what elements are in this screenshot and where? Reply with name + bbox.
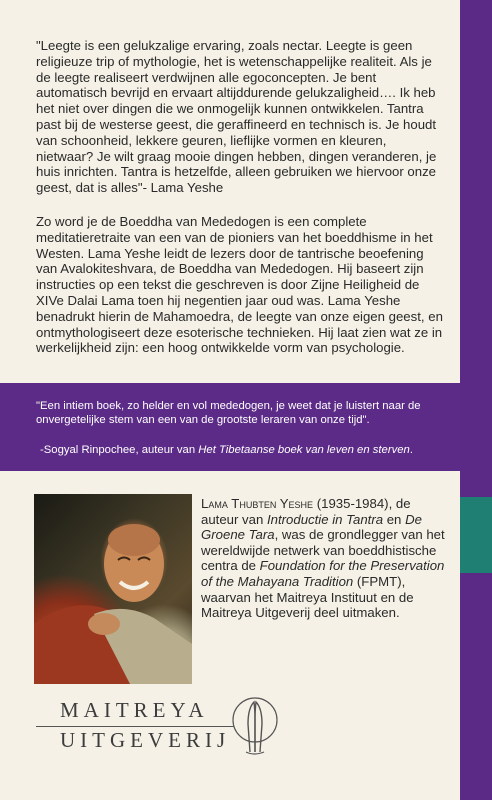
testimonial-end: .	[409, 444, 413, 456]
praying-hands-icon	[228, 690, 282, 760]
lama-yeshe-quote: "Leegte is een gelukzalige ervaring, zoals nectar. Leegte is geen religieuze trip of mythologie, het is wetenschappelijke realiteit. Als je de leegte realiseert verdwijnen alle egoconcepten. Je bent automatisch bevrijd en ervaart altijddurende gelukzaligheid…. Ik heb het niet over dingen die we onmogelijk kunnen ontwikkelen. Tantra past bij de westerse geest, die geraffineerd en technisch is. Je houdt van schoonheid, lekkere geuren, lieflijke vormen en kleuren, nietwaar? Je wilt graag mooie dingen hebben, dingen veranderen, je huis inrichten. Tantra is hetzelfde, alleen gebruiken we hiervoor onze geest, dat is alles"- Lama Yeshe	[36, 38, 437, 196]
spine-stripe-purple-bottom	[460, 573, 492, 800]
bio-years: (1935-1984), de auteur van	[201, 496, 411, 527]
testimonial-band	[0, 383, 460, 471]
author-photo	[34, 494, 192, 684]
bio-mid: , was de grondlegger van het wereldwijde netwerk van boeddhistische centra de	[201, 527, 445, 574]
testimonial-attribution	[40, 443, 452, 457]
logo-divider	[36, 726, 234, 727]
testimonial-author: -Sogyal Rinpochee, auteur van	[40, 444, 199, 456]
bio-book2: De Groene Tara	[201, 511, 422, 543]
bio-and: en	[383, 511, 406, 527]
author-bio	[201, 496, 451, 621]
logo-line1: MAITREYA	[60, 698, 209, 722]
logo-line2: UITGEVERIJ	[60, 728, 231, 752]
bio-foundation: Foundation for the Preservation of the Mahayana Tradition	[201, 558, 445, 589]
testimonial-book-title: Het Tibetaanse boek van leven en sterven	[198, 444, 410, 456]
testimonial-quote: "Een intiem boek, zo helder en vol mededogen, je weet dat je luistert naar de onvergetelijke stem van een van de grootste leraren van onze tijd".	[36, 400, 421, 426]
book-description: Zo word je de Boeddha van Mededogen is een complete meditatieretraite van een van de pioniers van het boeddhisme in het Westen. Lama Yeshe leidt de lezers door de tantrische beoefening van Avalokiteshvara, de Boeddha van Mededogen. Hij baseert zijn instructies op een tekst die geschreven is door Zijne Heiligheid de XIVe Dalai Lama toen hij negentien jaar oud was. Lama Yeshe benadrukt hierin de Mahamoedra, de leegte van onze eigen geest, en ontmythologiseert deze esoterische technieken. Hij laat zien wat ze in werkelijkheid zijn: een hoog ontwikkelde vorm van psychologie.	[36, 214, 443, 356]
author-name: Lama Thubten Yeshe	[201, 496, 314, 511]
spine-stripe-teal	[460, 497, 492, 573]
bio-end: (FPMT), waarvan het Maitreya Instituut en de Maitreya Uitgeverij deel uitmaken.	[201, 573, 414, 621]
bio-book1: Introductie in Tantra	[266, 511, 384, 527]
spine-stripe-purple-top	[460, 0, 492, 497]
